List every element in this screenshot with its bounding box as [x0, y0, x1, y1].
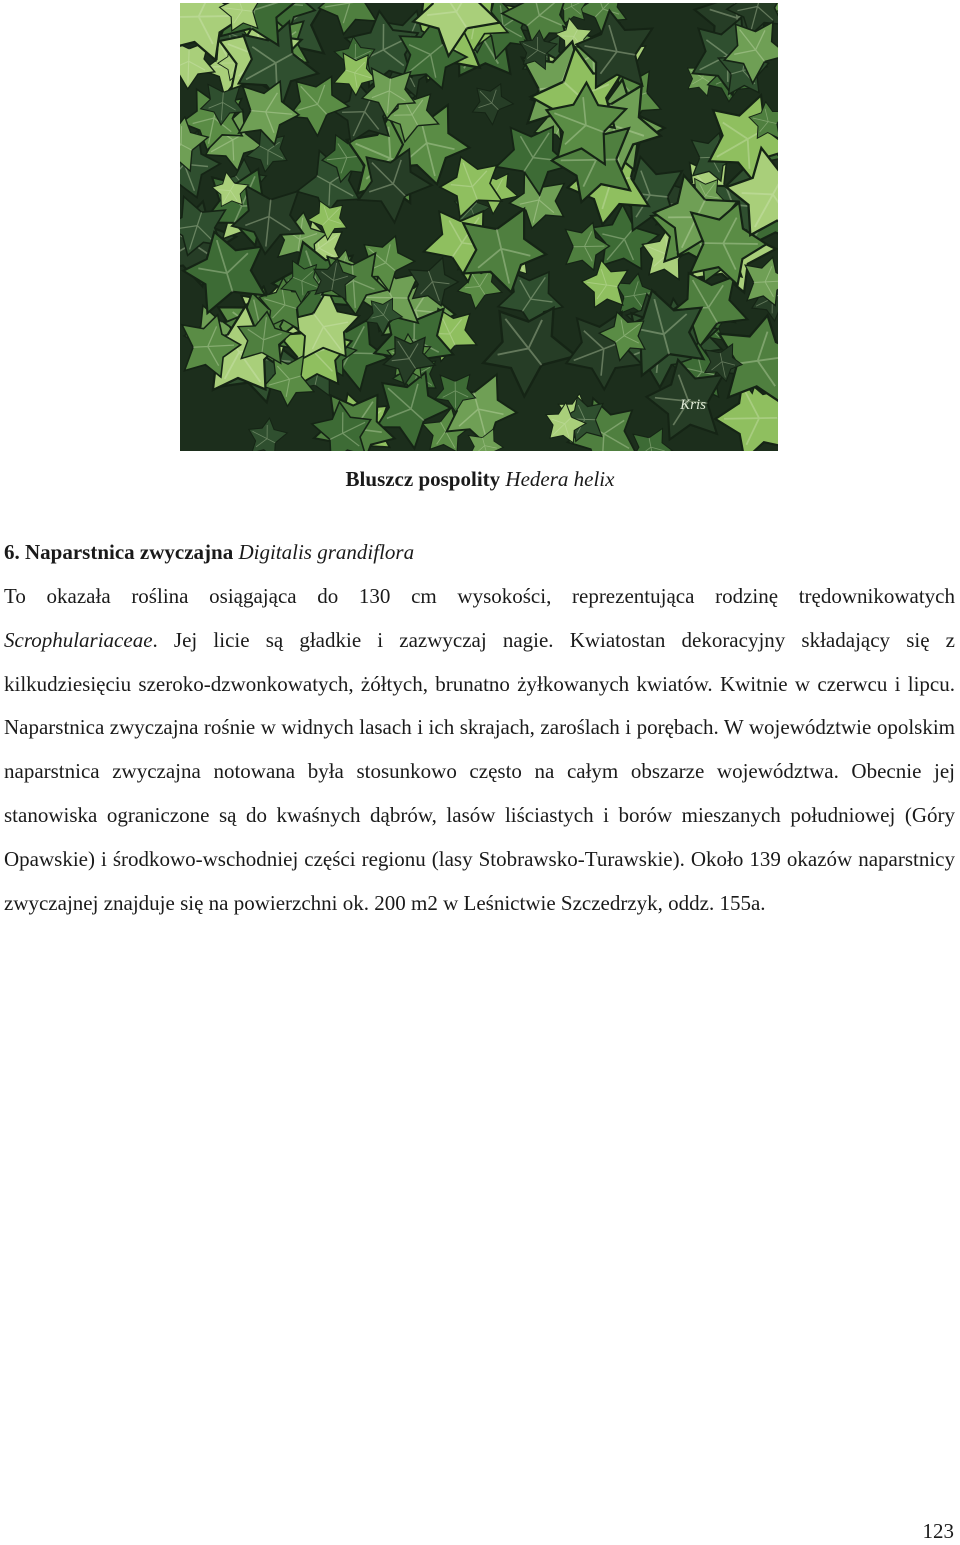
- paragraph-latin-family: Scrophulariaceae: [4, 627, 153, 652]
- section-latin-name: Digitalis grandiflora: [238, 540, 415, 564]
- ivy-photo: [180, 3, 778, 451]
- ivy-leaves-image: [180, 3, 778, 451]
- page-number: 123: [922, 1519, 954, 1543]
- section-title: 6. Naparstnica zwyczajna: [4, 540, 234, 564]
- paragraph-part-1: To okazała roślina osiągająca do 130 cm wysokości, reprezentująca rodzinę trędownikowatych: [4, 584, 955, 608]
- caption-latin-name: Hedera helix: [505, 467, 615, 491]
- section-heading: [4, 538, 414, 566]
- body-paragraph: [4, 575, 955, 925]
- photo-watermark: Kris: [680, 397, 706, 413]
- paragraph-part-2: . Jej licie są gładkie i zazwyczaj nagie. Kwiatostan dekoracyjny składający się z kilkudziesięciu szeroko-dzwonkowatych, żółtych, brunatno żyłkowanych kwiatów. Kwitnie w czerwcu i lipcu. Naparstnica zwyczajna rośnie w widnych lasach i ich skrajach, zaroślach i porębach. W województwie opolskim naparstnica zwyczajna notowana była stosunkowo często na całym obszarze województwa. Obecnie jej stanowiska ograniczone są do kwaśnych dąbrów, lasów liściastych i borów mieszanych południowej (Góry Opawskie) i środkowo-wschodniej części regionu (lasy Stobrawsko-Turawskie). Około 139 okazów naparstnicy zwyczajnej znajduje się na powierzchni ok. 200 m2 w Leśnictwie Szczedrzyk, oddz. 155a.: [4, 627, 955, 915]
- photo-caption: [0, 465, 960, 493]
- caption-common-name: Bluszcz pospolity: [345, 467, 501, 491]
